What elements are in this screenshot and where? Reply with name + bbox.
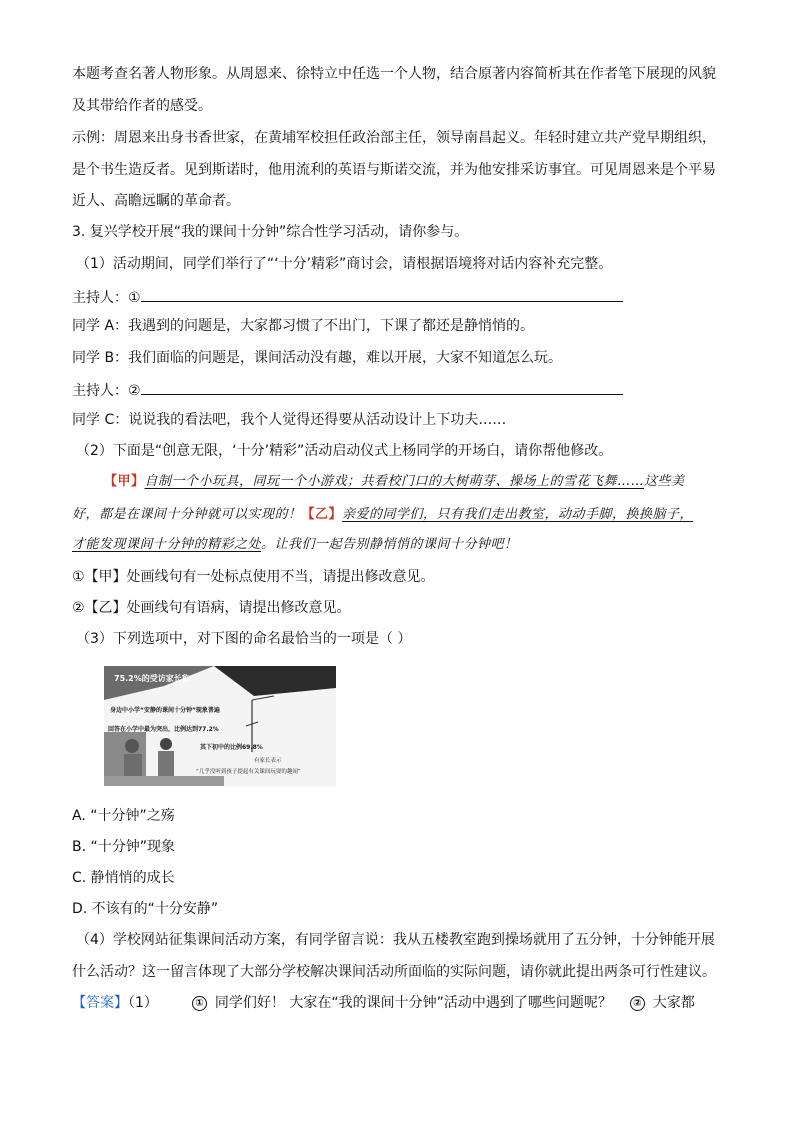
subquestion-2-item-1: ①【甲】处画线句有一处标点使用不当，请提出修改意见。 [72, 569, 435, 585]
poster-line-6: “几乎没听到孩子提起有关课间玩耍的趣闻” [196, 769, 301, 775]
yi-marker: 【乙】 [301, 507, 343, 522]
subquestion-1: （1）活动期间，同学们举行了“‘十分’精彩”商讨会，请根据语境将对话内容补充完整。 [76, 256, 613, 272]
option-d[interactable]: D. 不该有的“十分安静” [72, 901, 219, 917]
question-3-title: 3. 复兴学校开展“我的课间十分钟”综合性学习活动，请你参与。 [72, 224, 469, 240]
answer-line [72, 993, 695, 1013]
host-line-2 [72, 379, 623, 401]
subquestion-3: （3）下列选项中，对下图的命名最恰当的一项是（ ） [76, 631, 412, 647]
answer-text-1: 同学们好！ 大家在“我的课间十分钟”活动中遇到了哪些问题呢？ [214, 995, 612, 1011]
analysis-line-2: 及其带给作者的感受。 [72, 98, 212, 114]
student-a-line: 同学 A：我遇到的问题是，大家都习惯了不出门，下课了都还是静悄悄的。 [72, 318, 535, 334]
host-line-1 [72, 286, 623, 308]
answer-circle-2: ② [630, 996, 645, 1011]
passage-line-2 [72, 505, 693, 525]
option-a[interactable]: A. “十分钟”之殇 [72, 808, 175, 824]
passage-line-1 [104, 472, 685, 492]
passage-line-3-tail: 。让我们一起告别静悄悄的课间十分钟吧！ [261, 537, 518, 552]
answer-part-number: （1） [128, 995, 158, 1011]
answer-blank-1[interactable] [141, 286, 623, 302]
passage-line-3 [72, 535, 518, 555]
passage-line-2-text: 好，都是在课间十分钟就可以实现的！ [72, 507, 302, 522]
option-c[interactable]: C. 静悄悄的成长 [72, 870, 175, 886]
survey-poster-image [104, 666, 336, 786]
answer-text-2: 大家都 [652, 995, 695, 1011]
answer-tag: 【答案】 [72, 995, 128, 1011]
subquestion-4-line-2: 什么活动？这一留言体现了大部分学校解决课间活动所面临的实际问题，请你就此提出两条可行性建议。 [72, 964, 716, 980]
poster-line-4: 其下初中的比例69.8% [200, 744, 263, 751]
subquestion-2-item-2: ②【乙】处画线句有语病，请提出修改意见。 [72, 600, 351, 616]
student-b-line: 同学 B：我们面临的问题是，课间活动没有趣，难以开展，大家不知道怎么玩。 [72, 350, 563, 366]
analysis-line-1: 本题考查名著人物形象。从周恩来、徐特立中任选一个人物，结合原著内容简析其在作者笔下展现的风貌 [72, 66, 716, 82]
answer-blank-2[interactable] [141, 379, 623, 395]
jia-marker: 【甲】 [104, 474, 145, 489]
yi-underlined-sentence-part-2: 才能发现课间十分钟的精彩之处 [72, 537, 262, 552]
yi-underlined-sentence-part-1: 亲爱的同学们，只有我们走出教室，动动手脚，换换脑子， [342, 507, 694, 522]
poster-line-3: 回答在小学中最为突出，比例达到77.2% [108, 726, 219, 733]
subquestion-4-line-1: （4）学校网站征集课间活动方案，有同学留言说：我从五楼教室跑到操场就用了五分钟，十分钟能开展 [76, 932, 715, 948]
jia-underlined-sentence: 自制一个小玩具，同玩一个小游戏；共看校门口的大树萌芽、操场上的雪花飞舞…… [144, 474, 645, 489]
student-c-line: 同学 C：说说我的看法吧，我个人觉得还得要从活动设计上下功夫…… [72, 412, 507, 428]
example-line-3: 近人、高瞻远瞩的革命者。 [72, 193, 240, 209]
example-line-1: 示例：周恩来出身书香世家，在黄埔军校担任政治部主任，领导南昌起义。年轻时建立共产党早期组织， [72, 130, 716, 146]
poster-line-5: 有家长表示 [254, 758, 282, 764]
host-label-2: 主持人：② [72, 383, 141, 399]
passage-line-1-tail: 这些美 [644, 474, 685, 489]
answer-circle-1: ① [192, 996, 207, 1011]
option-b[interactable]: B. “十分钟”现象 [72, 839, 176, 855]
poster-headline: 75.2%的受访家长称 [114, 674, 190, 683]
poster-line-2: 身边中小学“安静的课间十分钟”现象普遍 [110, 707, 220, 714]
example-line-2: 是个书生造反者。见到斯诺时，他用流利的英语与斯诺交流，并为他安排采访事宜。可见周恩来是个平易 [72, 162, 716, 178]
subquestion-2: （2）下面是“创意无限，‘十分’精彩”活动启动仪式上杨同学的开场白，请你帮他修改。 [76, 443, 613, 459]
host-label-1: 主持人：① [72, 290, 141, 306]
